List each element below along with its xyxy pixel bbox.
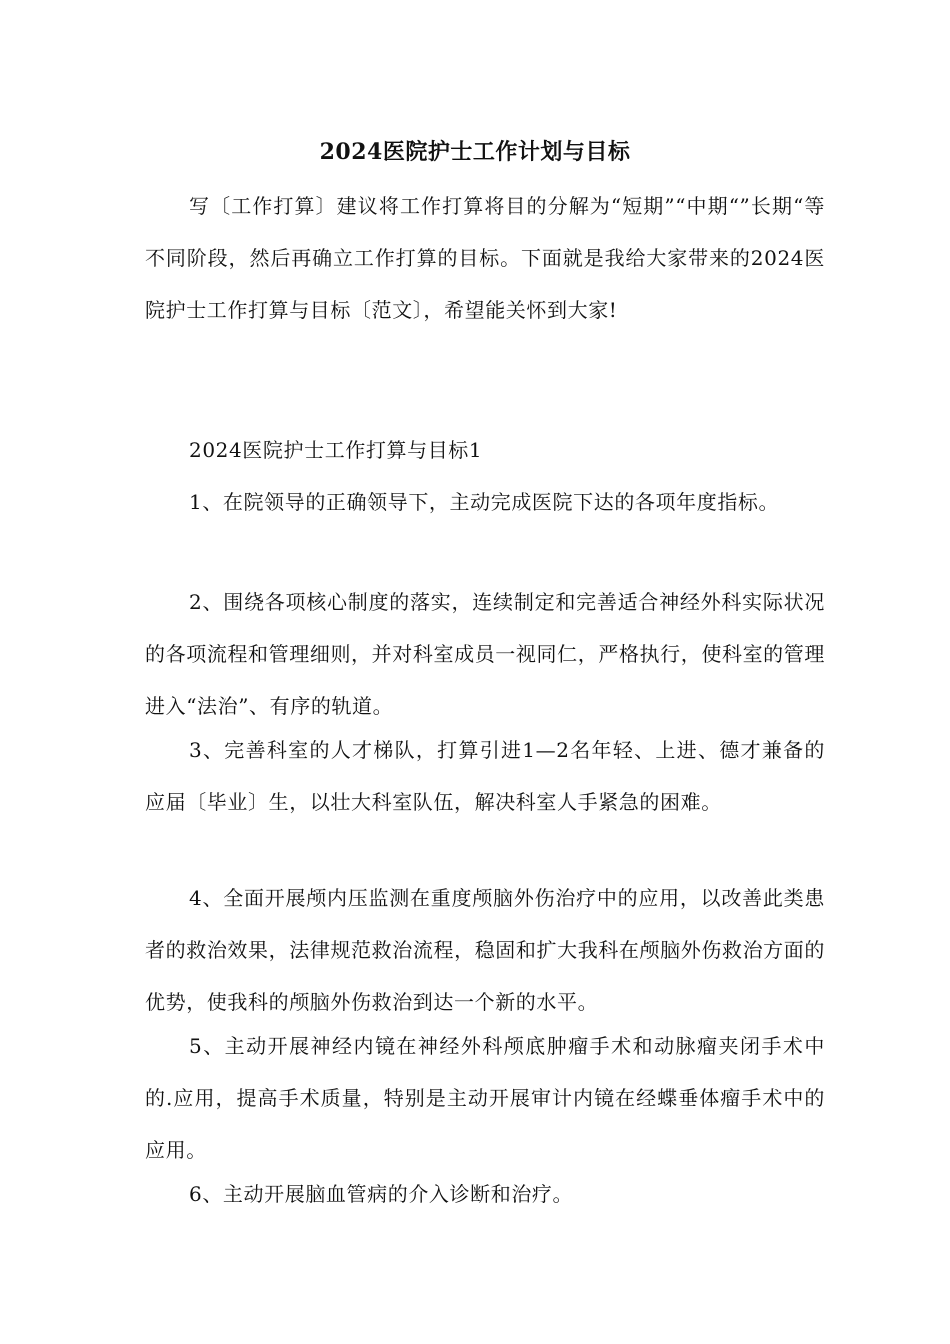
list-item-6: 6、主动开展脑血管病的介入诊断和治疗。 [189, 1182, 574, 1206]
list-item-1: 1、在院领导的正确领导下，主动完成医院下达的各项年度指标。 [189, 490, 780, 514]
document-title: 2024医院护士工作计划与目标 [319, 139, 631, 165]
list-item-2: 2、围绕各项核心制度的落实，连续制定和完善适合神经外科实际状况的各项流程和管理细则，并对科室成员一视同仁，严格执行，使科室的管理进入“法治”、有序的轨道。 [145, 590, 825, 718]
list-item-3: 3、完善科室的人才梯队，打算引进1—2名年轻、上进、德才兼备的应届〔毕业〕生，以壮大科室队伍，解决科室人手紧急的困难。 [145, 738, 825, 814]
intro-paragraph: 写〔工作打算〕建议将工作打算将目的分解为“短期”“中期“”长期“等不同阶段，然后再确立工作打算的目标。下面就是我给大家带来的2024医院护士工作打算与目标〔范文〕，希望能关怀到大家! [145, 194, 825, 322]
list-item-5: 5、主动开展神经内镜在神经外科颅底肿瘤手术和动脉瘤夹闭手术中的.应用，提高手术质量，特别是主动开展审计内镜在经蝶垂体瘤手术中的应用。 [145, 1034, 825, 1162]
section-heading: 2024医院护士工作打算与目标1 [189, 438, 483, 462]
list-item-4: 4、全面开展颅内压监测在重度颅脑外伤治疗中的应用，以改善此类患者的救治效果，法律规范救治流程，稳固和扩大我科在颅脑外伤救治方面的优势，使我科的颅脑外伤救治到达一个新的水平。 [145, 886, 825, 1014]
